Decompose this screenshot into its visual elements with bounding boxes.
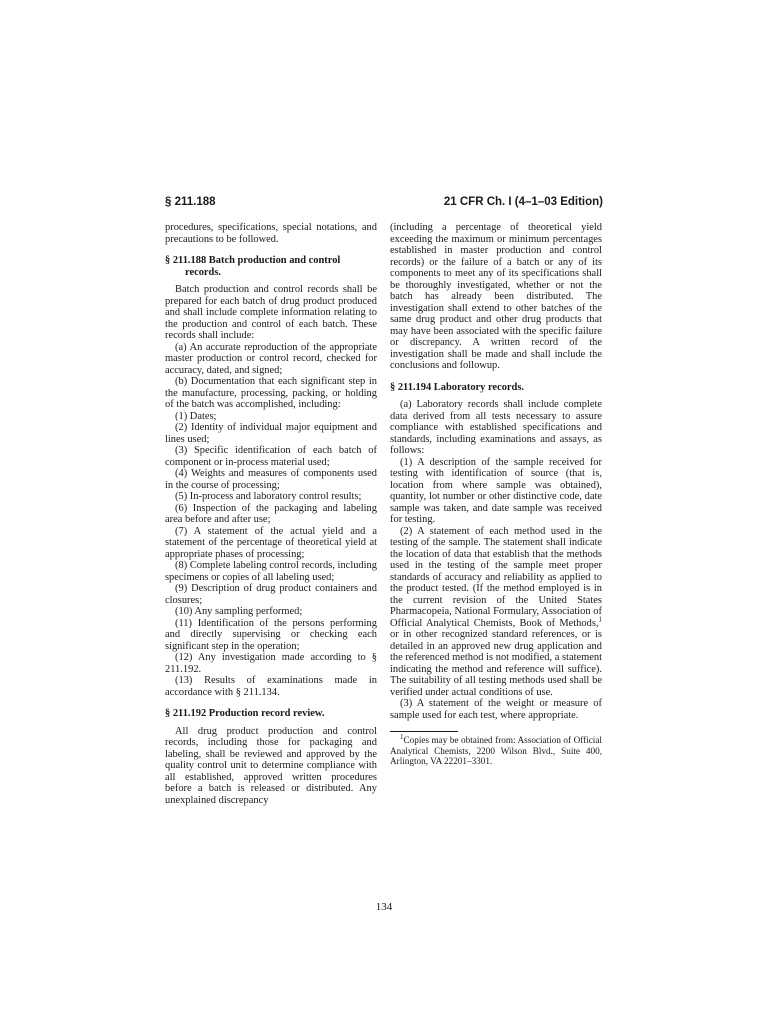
item-b-10: (10) Any sampling performed; — [175, 606, 303, 617]
section-211-194-heading: § 211.194 Laboratory records. — [390, 381, 525, 393]
item-b-12: (12) Any investigation made according to § 211.192. — [165, 652, 377, 675]
item-b-6: (6) Inspection of the packaging and labeling area before and after use; — [165, 502, 377, 525]
footnote-divider — [390, 731, 458, 732]
section-211-188-heading: § 211.188 Batch production and control records. — [165, 255, 341, 278]
item-b-9: (9) Description of drug product containers and closures; — [165, 583, 377, 606]
running-header — [165, 196, 603, 214]
lab-item-3: (3) A statement of the weight or measure of sample used for each test, where appropriate. — [390, 698, 602, 721]
item-b: (b) Documentation that each significant step in the manufacture, processing, packing, or holding of the batch was accomplished, including: — [165, 376, 377, 410]
item-b-4: (4) Weights and measures of components used in the course of processing; — [165, 468, 377, 491]
lab-item-2 — [390, 526, 602, 699]
footnote-reference: 1 — [598, 615, 602, 624]
right-column — [390, 222, 602, 767]
item-b-13: (13) Results of examinations made in accordance with § 211.134. — [165, 675, 377, 698]
continued-paragraph-right: (including a percentage of theoretical yield exceeding the maximum or minimum percentages established in master production and control records) or the failure of a batch or any of its components to meet any of its specifications shall be thoroughly investigated, whether or not the batch has already been distributed. The investigation shall extend to other batches of the same drug product and other drug products that may have been associated with the specific failure or discrepancy. A written record of the investigation shall be made and shall include the conclusions and followup. — [390, 222, 602, 371]
item-b-7: (7) A statement of the actual yield and a statement of the percentage of theoretical yield at appropriate phases of processing; — [165, 525, 377, 560]
item-a: (a) An accurate reproduction of the appropriate master production or control record, checked for accuracy, dated, and signed; — [165, 341, 377, 376]
item-b-11: (11) Identification of the persons performing and directly supervising or checking each significant step in the operation; — [165, 617, 377, 652]
lab-item-1: (1) A description of the sample received for testing with identification of source (that is, location from where sample was obtained), quantity, lot number or other distinctive code, date sample was taken, and date sample was received for testing. — [390, 456, 602, 525]
section-211-192-heading: § 211.192 Production record review. — [165, 708, 325, 719]
header-section-ref: § 211.188 — [165, 196, 216, 208]
lab-item-2-part2: or in other recognized standard references, or is detailed in an approved new drug application and the referenced method is not modified, a statement indicating the method and reference will suffice). The suitability of all testing methods used shall be verified under actual conditions of use. — [390, 629, 602, 698]
left-column — [165, 222, 377, 806]
item-b-8: (8) Complete labeling control records, including specimens or copies of all labeling used; — [165, 560, 377, 583]
section-211-192-text: All drug product production and control records, including those for packaging and labeling, shall be reviewed and approved by the quality control unit to determine compliance with all established, approved written procedures before a batch is released or distributed. Any unexplained discrepancy — [165, 725, 377, 806]
page-number: 134 — [375, 901, 393, 913]
section-211-188-intro: Batch production and control records shall be prepared for each batch of drug product produced and shall include complete information relating to the production and control of each batch. These records shall include: — [165, 284, 377, 341]
footnote-text: Copies may be obtained from: Association of Official Analytical Chemists, 2200 Wilson Blvd., Suite 400, Arlington, VA 22201–3301. — [390, 735, 602, 767]
continued-paragraph: procedures, specifications, special notations, and precautions to be followed. — [165, 222, 377, 245]
item-b-2: (2) Identity of individual major equipment and lines used; — [165, 422, 377, 445]
item-b-1: (1) Dates; — [175, 410, 217, 422]
item-b-5: (5) In-process and laboratory control results; — [175, 491, 362, 502]
footnote-mark: 1 — [400, 732, 404, 741]
header-volume: 21 CFR Ch. I (4–1–03 Edition) — [443, 196, 603, 208]
footnote — [390, 732, 602, 767]
lab-item-2-part1: (2) A statement of each method used in the testing of the sample. The statement shall indicate the location of data that establish that the methods used in the testing of the sample meet proper standards of accuracy and reliability as applied to the product tested. (If the method employed is in the current revision of the United States Pharmacopeia, National Formulary, Association of Official Analytical Chemists, Book of Methods, — [390, 525, 602, 629]
lab-item-a: (a) Laboratory records shall include complete data derived from all tests necessary to assure compliance with established specifications and standards, including examinations and assays, as follows: — [390, 399, 602, 456]
item-b-3: (3) Specific identification of each batch of component or in-process material used; — [165, 445, 377, 468]
